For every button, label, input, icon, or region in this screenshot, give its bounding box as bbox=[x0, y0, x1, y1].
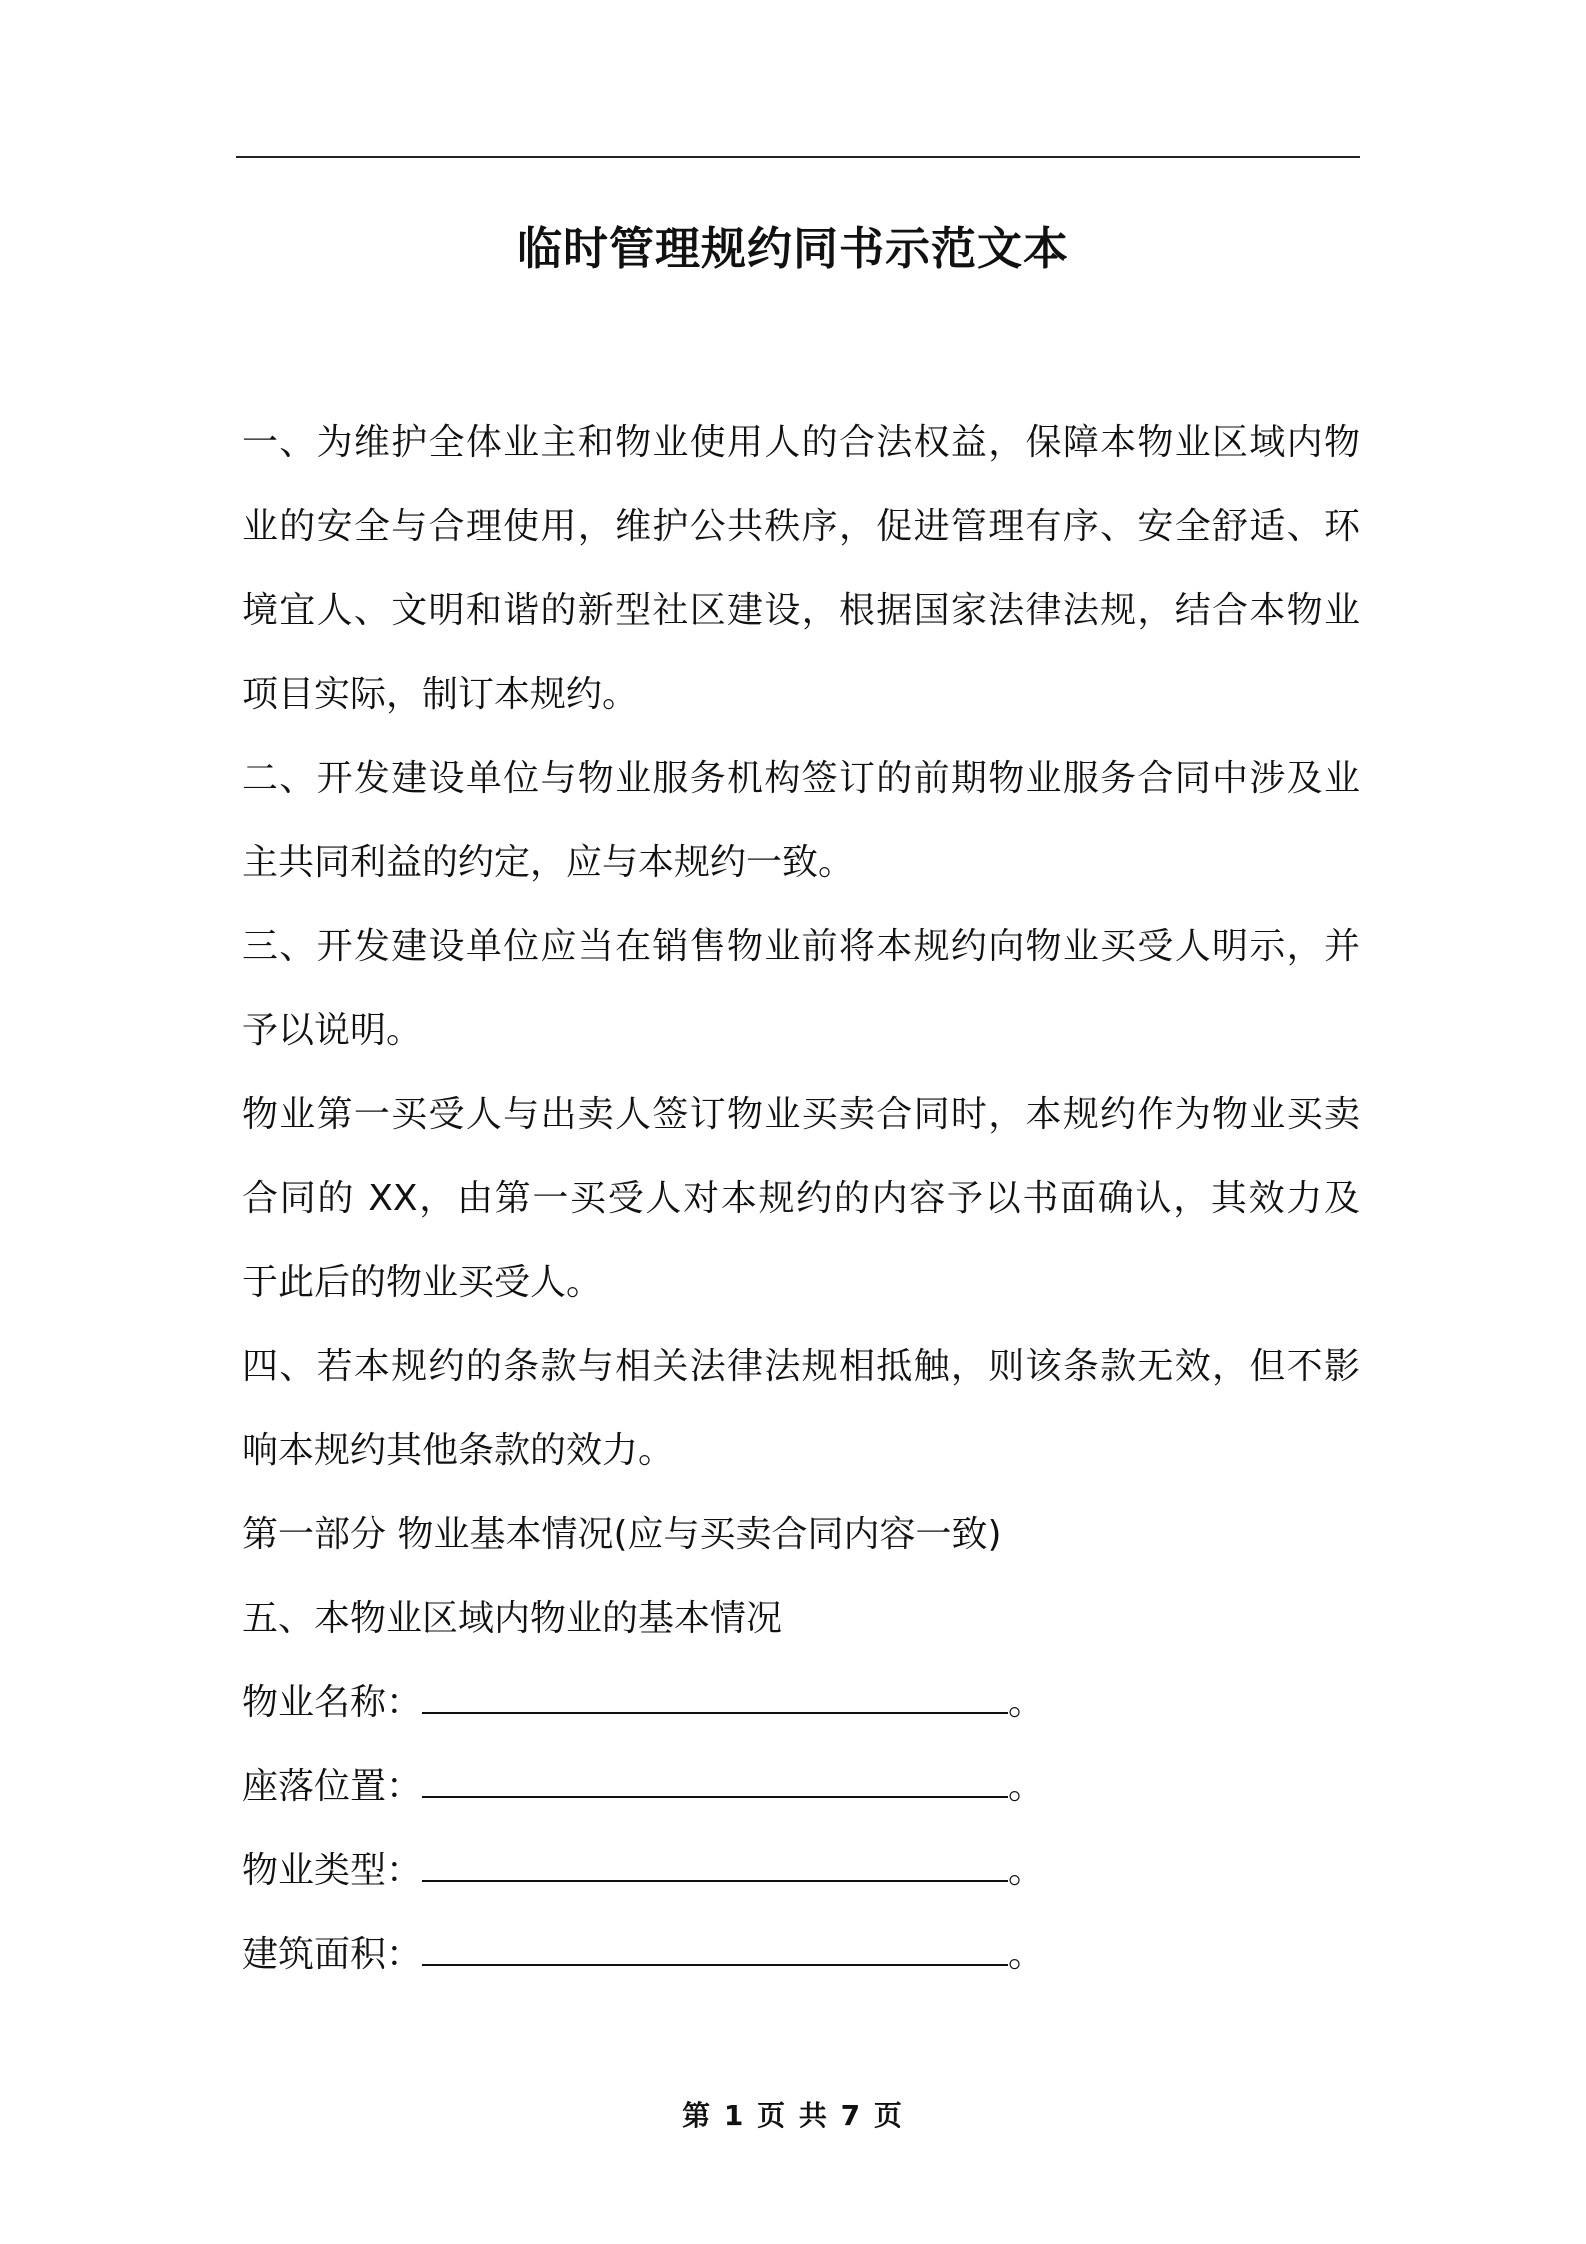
form-field-location bbox=[242, 1745, 1360, 1829]
field-label: 建筑面积： bbox=[242, 1934, 423, 1975]
field-end-mark: 。 bbox=[1008, 1766, 1045, 1807]
fill-in-blank[interactable] bbox=[422, 1850, 1008, 1882]
header-rule bbox=[236, 156, 1360, 158]
field-end-mark: 。 bbox=[1008, 1850, 1045, 1891]
field-label: 物业类型： bbox=[242, 1850, 423, 1891]
paragraph-line: 境宜人、文明和谐的新型社区建设，根据国家法律法规，结合本物业 bbox=[242, 590, 1360, 631]
field-label: 座落位置： bbox=[242, 1766, 423, 1807]
fill-in-blank[interactable] bbox=[422, 1766, 1008, 1798]
field-label: 物业名称： bbox=[242, 1682, 423, 1723]
paragraph-line: 业的安全与合理使用，维护公共秩序，促进管理有序、安全舒适、环 bbox=[242, 506, 1360, 547]
field-end-mark: 。 bbox=[1008, 1934, 1045, 1975]
paragraph-line: 主共同利益的约定，应与本规约一致。 bbox=[242, 842, 855, 883]
fill-in-blank[interactable] bbox=[422, 1934, 1008, 1966]
paragraph-line: 合同的 XX，由第一买受人对本规约的内容予以书面确认，其效力及 bbox=[242, 1178, 1360, 1219]
paragraph-line: 二、开发建设单位与物业服务机构签订的前期物业服务合同中涉及业 bbox=[242, 758, 1360, 799]
paragraph-line: 于此后的物业买受人。 bbox=[242, 1262, 603, 1303]
form-field-property-name bbox=[242, 1661, 1360, 1745]
paragraph-line: 一、为维护全体业主和物业使用人的合法权益，保障本物业区域内物 bbox=[242, 422, 1360, 463]
paragraph-line: 项目实际，制订本规约。 bbox=[242, 674, 639, 715]
form-field-property-type bbox=[242, 1829, 1360, 1913]
paragraph-line: 予以说明。 bbox=[242, 1010, 423, 1051]
page-number: 第 1 页 共 7 页 bbox=[682, 2099, 904, 2132]
paragraph-line: 物业第一买受人与出卖人签订物业买卖合同时，本规约作为物业买卖 bbox=[242, 1094, 1360, 1135]
paragraph-line: 五、本物业区域内物业的基本情况 bbox=[242, 1598, 783, 1639]
document-body bbox=[242, 401, 1360, 1997]
paragraph-line: 三、开发建设单位应当在销售物业前将本规约向物业买受人明示，并 bbox=[242, 926, 1360, 967]
paragraph-line: 响本规约其他条款的效力。 bbox=[242, 1430, 675, 1471]
section-heading: 第一部分 物业基本情况(应与买卖合同内容一致) bbox=[242, 1514, 1002, 1555]
field-end-mark: 。 bbox=[1008, 1682, 1045, 1723]
form-field-floor-area bbox=[242, 1913, 1360, 1997]
fill-in-blank[interactable] bbox=[422, 1682, 1008, 1714]
paragraph-line: 四、若本规约的条款与相关法律法规相抵触，则该条款无效，但不影 bbox=[242, 1346, 1360, 1387]
document-title: 临时管理规约同书示范文本 bbox=[516, 222, 1069, 275]
